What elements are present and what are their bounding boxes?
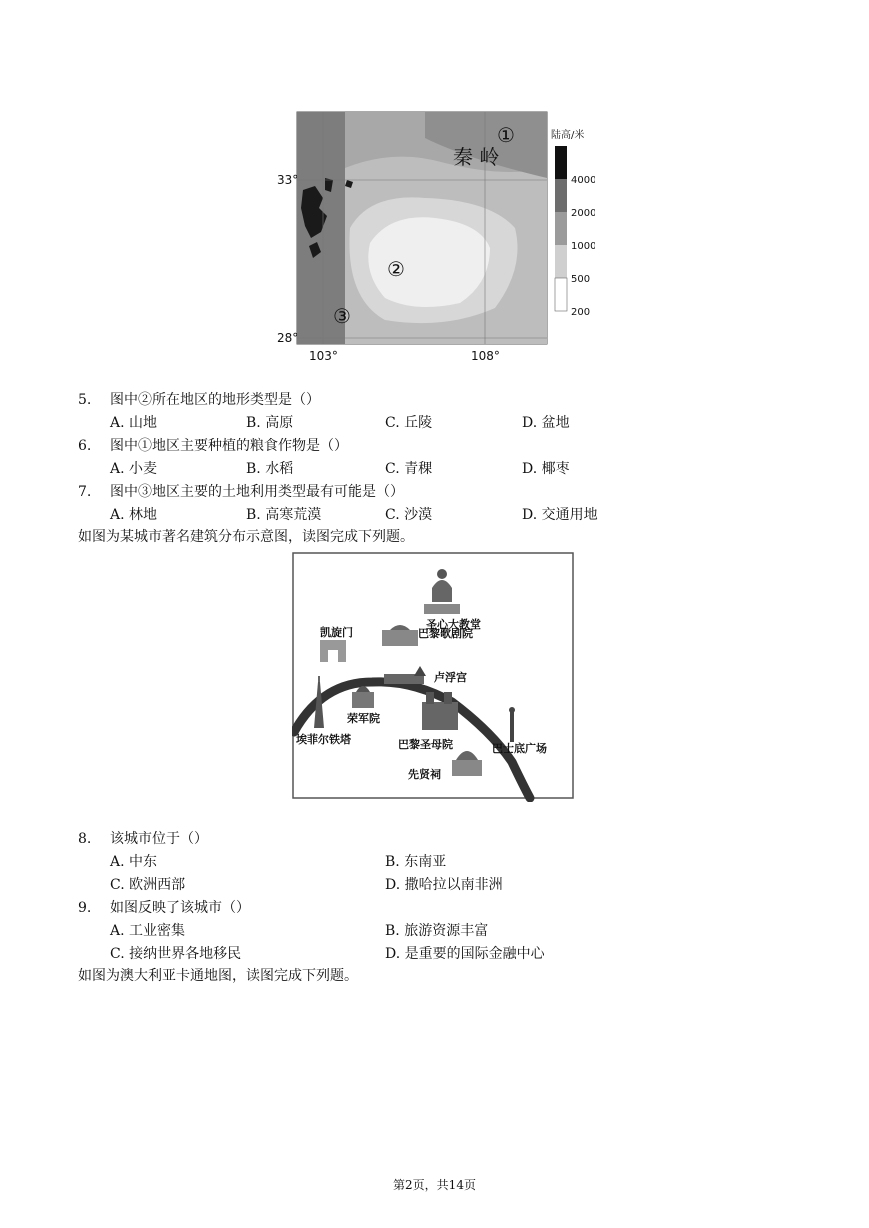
arc-de-triomphe-icon	[320, 640, 346, 662]
q6-option-c[interactable]: C. 青稞	[385, 461, 433, 477]
question-7	[78, 482, 404, 502]
question-number: 9.	[78, 900, 92, 916]
intro-australia-map: 如图为澳大利亚卡通地图，读图完成下列题。	[78, 968, 358, 984]
q5-option-d[interactable]: D. 盆地	[522, 415, 570, 431]
label-notre-dame: 巴黎圣母院	[398, 738, 453, 751]
question-8	[78, 829, 208, 849]
q6-option-a[interactable]: A. 小麦	[110, 461, 158, 477]
terrain-map	[275, 108, 595, 370]
q8-option-c[interactable]: C. 欧洲西部	[110, 877, 186, 893]
marker-3: ③	[333, 304, 351, 328]
city-landmark-map	[292, 552, 574, 802]
q9-option-d[interactable]: D. 是重要的国际金融中心	[385, 946, 545, 962]
q9-option-c[interactable]: C. 接纳世界各地移民	[110, 946, 242, 962]
intro-city-map: 如图为某城市著名建筑分布示意图，读图完成下列题。	[78, 529, 414, 545]
marker-2: ②	[387, 257, 405, 281]
q5-option-c[interactable]: C. 丘陵	[385, 415, 433, 431]
q8-option-b[interactable]: B. 东南亚	[385, 854, 447, 870]
question-number: 8.	[78, 831, 92, 847]
legend-tick-200: 200	[571, 307, 591, 318]
label-eiffel-tower: 埃菲尔铁塔	[296, 733, 351, 746]
legend-tick-4000: 4000	[571, 175, 595, 186]
label-bastille: 巴士底广场	[492, 742, 547, 755]
q9-option-a[interactable]: A. 工业密集	[110, 923, 186, 939]
question-6	[78, 436, 348, 456]
q5-option-a[interactable]: A. 山地	[110, 415, 158, 431]
qinling-label: 秦 岭	[453, 145, 500, 169]
question-5	[78, 390, 320, 410]
q6-option-d[interactable]: D. 椰枣	[522, 461, 570, 477]
label-opera: 巴黎歌剧院	[418, 627, 473, 640]
question-stem: 该城市位于（）	[110, 831, 208, 847]
label-sacre-coeur: 圣心大教堂	[426, 618, 481, 631]
q7-option-c[interactable]: C. 沙漠	[385, 507, 433, 523]
q7-option-b[interactable]: B. 高寒荒漠	[246, 507, 322, 523]
legend-tick-2000: 2000	[571, 208, 595, 219]
lat-28-label: 28°	[277, 331, 299, 345]
q9-option-b[interactable]: B. 旅游资源丰富	[385, 923, 489, 939]
question-stem: 图中②所在地区的地形类型是（）	[110, 392, 320, 408]
label-louvre: 卢浮宫	[434, 671, 467, 684]
marker-1: ①	[497, 123, 515, 147]
city-landmark-map-figure	[292, 552, 574, 802]
question-stem: 图中①地区主要种植的粮食作物是（）	[110, 438, 348, 454]
q7-option-a[interactable]: A. 林地	[110, 507, 158, 523]
q8-option-a[interactable]: A. 中东	[110, 854, 158, 870]
terrain-map-figure	[275, 108, 595, 370]
lat-33-label: 33°	[277, 173, 299, 187]
label-arc-de-triomphe: 凯旋门	[320, 626, 353, 639]
question-number: 5.	[78, 392, 92, 408]
question-stem: 如图反映了该城市（）	[110, 900, 250, 916]
lon-103-label: 103°	[309, 349, 338, 363]
q5-option-b[interactable]: B. 高原	[246, 415, 294, 431]
q7-option-d[interactable]: D. 交通用地	[522, 507, 598, 523]
legend-tick-500: 500	[571, 274, 591, 285]
question-number: 6.	[78, 438, 92, 454]
question-number: 7.	[78, 484, 92, 500]
question-9	[78, 898, 250, 918]
legend-tick-1000: 1000	[571, 241, 595, 252]
q8-option-d[interactable]: D. 撒哈拉以南非洲	[385, 877, 503, 893]
page-footer: 第2页，共14页	[393, 1178, 476, 1192]
label-invalides: 荣军院	[347, 712, 380, 725]
lon-108-label: 108°	[471, 349, 500, 363]
elevation-legend	[555, 146, 595, 318]
question-stem: 图中③地区主要的土地利用类型最有可能是（）	[110, 484, 404, 500]
label-pantheon: 先贤祠	[408, 768, 441, 781]
q6-option-b[interactable]: B. 水稻	[246, 461, 294, 477]
legend-title: 陆高/米	[551, 130, 585, 141]
